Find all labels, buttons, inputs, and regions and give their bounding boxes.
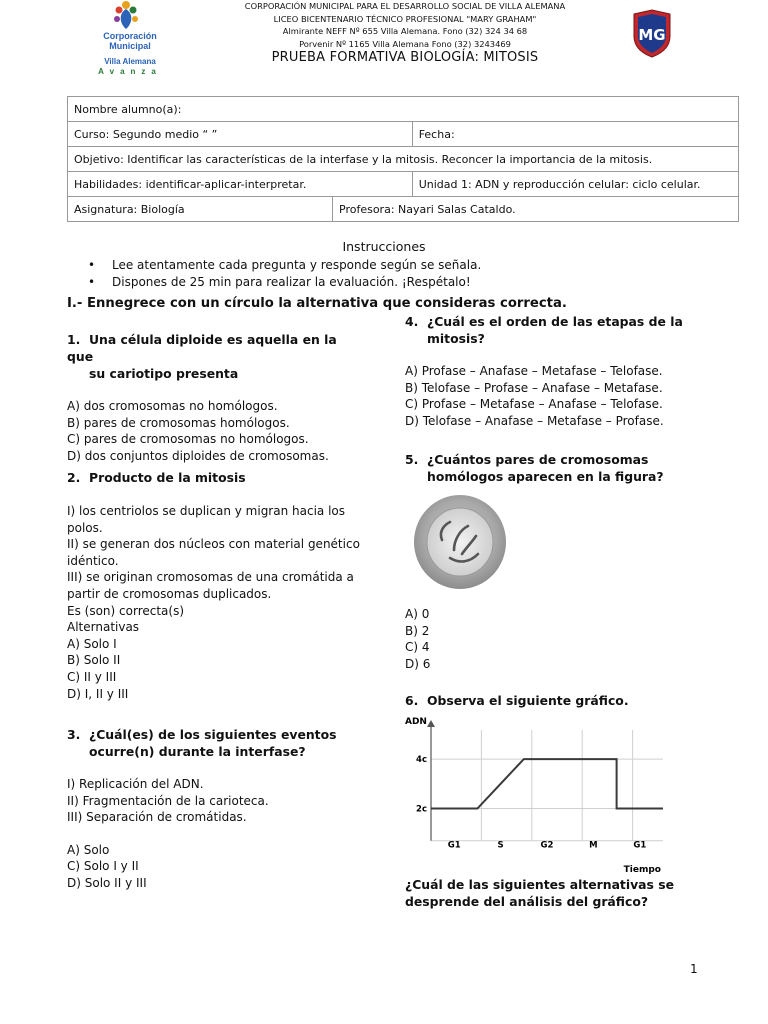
chart-phase-label: G1 bbox=[447, 840, 461, 851]
student-info-table bbox=[67, 96, 739, 222]
q1-option-d[interactable]: D) dos conjuntos diploides de cromosomas. bbox=[67, 448, 329, 463]
chart-phase-label: G1 bbox=[633, 840, 647, 851]
chart-y-axis-label: ADN bbox=[405, 717, 427, 727]
question-5-text: 5. ¿Cuántos pares de cromosomas homólogos aparecen en la figura? bbox=[405, 452, 664, 484]
chart-phase-label: M bbox=[589, 840, 598, 851]
question-6-text: 6. Observa el siguiente gráfico. bbox=[405, 693, 629, 708]
logo-text-villa: Villa Alemana bbox=[104, 57, 156, 66]
cell-chromosome-image bbox=[412, 492, 508, 592]
question-3 bbox=[67, 726, 362, 892]
question-4 bbox=[405, 313, 700, 429]
course-field[interactable]: Curso: Segundo medio “ ” bbox=[68, 122, 413, 147]
header-line-3: Almirante NEFF Nº 655 Villa Alemana. Fono (32) 324 34 68 bbox=[282, 26, 528, 36]
q3-statement-3: III) Separación de cromátidas. bbox=[67, 810, 247, 825]
chart-phase-label: G2 bbox=[540, 840, 554, 851]
instructions-list bbox=[88, 257, 481, 291]
page-title: PRUEBA FORMATIVA BIOLOGÍA: MITOSIS bbox=[271, 50, 539, 65]
question-1 bbox=[67, 331, 362, 464]
question-2 bbox=[67, 469, 362, 702]
chart-series-line bbox=[431, 759, 663, 808]
q2-alternatives-label: Alternativas bbox=[67, 620, 140, 635]
corporacion-logo-icon bbox=[112, 0, 140, 30]
question-6-prompt bbox=[405, 876, 700, 910]
question-6 bbox=[405, 692, 700, 709]
school-header bbox=[200, 0, 610, 65]
q5-option-b[interactable]: B) 2 bbox=[405, 623, 430, 638]
q1-option-a[interactable]: A) dos cromosomas no homólogos. bbox=[67, 399, 278, 413]
objective-cell: Objetivo: Identificar las características de la interfase y la mitosis. Reconcer la importancia de la mitosis. bbox=[68, 147, 739, 172]
question-5 bbox=[405, 451, 700, 485]
q4-option-a[interactable]: A) Profase – Anafase – Metafase – Telofase. bbox=[405, 364, 663, 378]
q3-option-d[interactable]: D) Solo II y III bbox=[67, 875, 147, 890]
q2-option-a[interactable]: A) Solo I bbox=[67, 636, 117, 651]
chart-phase-label: S bbox=[497, 840, 504, 851]
q3-statement-1: I) Replicación del ADN. bbox=[67, 777, 204, 791]
svg-text:MG: MG bbox=[638, 26, 666, 44]
corporacion-logo bbox=[70, 0, 180, 80]
chart-x-axis-label: Tiempo bbox=[623, 865, 661, 875]
chart-y-tick-label: 4c bbox=[416, 755, 427, 766]
q5-option-c[interactable]: C) 4 bbox=[405, 640, 430, 655]
teacher-cell: Profesora: Nayari Salas Cataldo. bbox=[333, 197, 739, 222]
subject-cell: Asignatura: Biología bbox=[68, 197, 333, 222]
logo-text-avanza: Avanza bbox=[98, 67, 162, 76]
skills-cell: Habilidades: identificar-aplicar-interpretar. bbox=[68, 172, 413, 197]
q4-option-b[interactable]: B) Telofase – Profase – Anafase – Metafase. bbox=[405, 380, 663, 395]
q5-option-a[interactable]: A) 0 bbox=[405, 607, 430, 621]
question-6-prompt-text: ¿Cuál de las siguientes alternativas se desprende del análisis del gráfico? bbox=[405, 877, 675, 909]
chart-y-tick-label: 2c bbox=[416, 804, 427, 815]
q3-option-c[interactable]: C) Solo I y II bbox=[67, 859, 139, 874]
chart-y-axis-arrow bbox=[427, 720, 435, 727]
unit-cell: Unidad 1: ADN y reproducción celular: ciclo celular. bbox=[412, 172, 738, 197]
q2-statement-3: III) se originan cromosomas de una cromátida a partir de cromosomas duplicados. bbox=[67, 570, 354, 601]
shield-icon bbox=[630, 8, 674, 58]
instruction-item: • Lee atentamente cada pregunta y responde según se señala. bbox=[88, 257, 481, 274]
q3-option-a[interactable]: A) Solo bbox=[67, 842, 110, 857]
school-crest bbox=[630, 8, 674, 58]
header-line-2: LICEO BICENTENARIO TÉCNICO PROFESIONAL "MARY GRAHAM" bbox=[273, 13, 537, 24]
q4-option-c[interactable]: C) Profase – Metafase – Anafase – Telofase. bbox=[405, 397, 663, 412]
question-1-text: 1. Una célula diploide es aquella en la que su cariotipo presenta bbox=[67, 332, 337, 381]
q3-statement-2: II) Fragmentación de la carioteca. bbox=[67, 793, 269, 808]
logo-text-corporacion: Corporación Municipal bbox=[103, 31, 157, 51]
instructions-title: Instrucciones bbox=[342, 239, 426, 254]
q1-option-b[interactable]: B) pares de cromosomas homólogos. bbox=[67, 415, 290, 430]
page-number: 1 bbox=[690, 962, 698, 976]
question-2-text: 2. Producto de la mitosis bbox=[67, 470, 246, 485]
q2-option-c[interactable]: C) II y III bbox=[67, 669, 117, 684]
q2-option-b[interactable]: B) Solo II bbox=[67, 653, 121, 668]
date-field[interactable]: Fecha: bbox=[412, 122, 738, 147]
q2-option-d[interactable]: D) I, II y III bbox=[67, 686, 129, 701]
q4-option-d[interactable]: D) Telofase – Anafase – Metafase – Profase. bbox=[405, 413, 664, 428]
dna-cell-cycle-chart bbox=[403, 712, 667, 876]
q5-options bbox=[405, 606, 525, 672]
q2-prompt: Es (son) correcta(s) bbox=[67, 603, 185, 618]
header-line-4: Porvenir Nº 1165 Villa Alemana Fono (32) 3243469 bbox=[299, 38, 511, 49]
q5-option-d[interactable]: D) 6 bbox=[405, 656, 431, 671]
header-line-1: CORPORACIÓN MUNICIPAL PARA EL DESARROLLO SOCIAL DE VILLA ALEMANA bbox=[244, 1, 566, 11]
q1-option-c[interactable]: C) pares de cromosomas no homólogos. bbox=[67, 432, 309, 447]
question-3-text: 3. ¿Cuál(es) de los siguientes eventos ocurre(n) durante la interfase? bbox=[67, 727, 337, 759]
instruction-item: • Dispones de 25 min para realizar la evaluación. ¡Respétalo! bbox=[88, 274, 481, 291]
q2-statement-1: I) los centriolos se duplican y migran hacia los polos. bbox=[67, 504, 345, 535]
section-title: I.- Ennegrece con un círculo la alternativa que consideras correcta. bbox=[67, 296, 567, 311]
student-name-field[interactable]: Nombre alumno(a): bbox=[68, 97, 739, 122]
question-4-text: 4. ¿Cuál es el orden de las etapas de la mitosis? bbox=[405, 314, 683, 346]
q2-statement-2: II) se generan dos núcleos con material genético idéntico. bbox=[67, 537, 360, 568]
